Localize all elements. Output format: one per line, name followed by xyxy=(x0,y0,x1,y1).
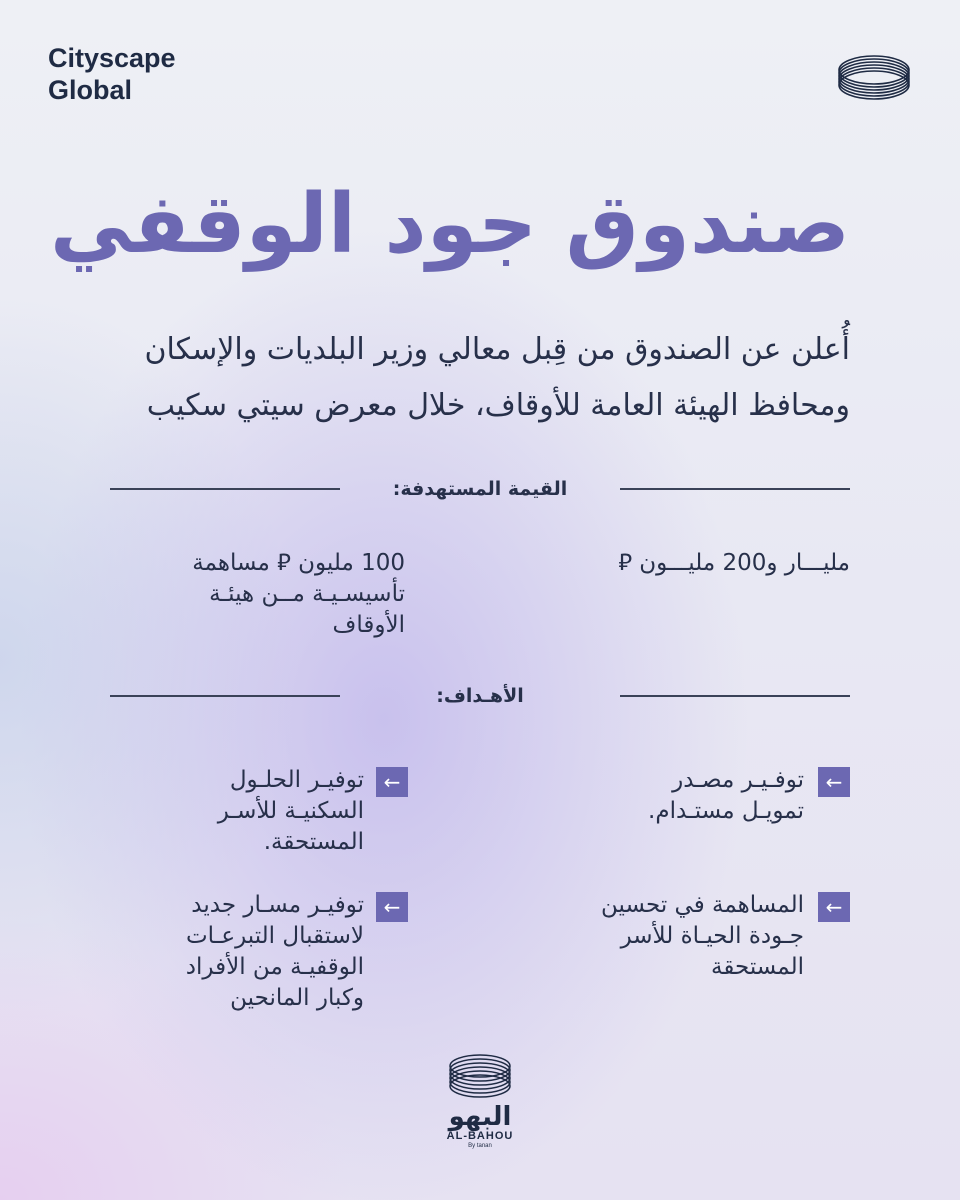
goal-item xyxy=(550,765,850,835)
target-total xyxy=(550,548,850,579)
founding-contribution xyxy=(105,548,405,641)
goal-line: توفيـر مسـار جديد xyxy=(191,892,364,918)
brand-line-2: Global xyxy=(48,75,133,105)
goal-line: لاستقبال التبرعـات xyxy=(185,923,364,949)
logo-english-text: AL-BAHOU xyxy=(446,1130,514,1142)
goal-line: الوقفيـة من الأفراد xyxy=(185,954,364,980)
brand-line-1: Cityscape xyxy=(48,43,176,73)
contribution-line-1: 100 مليون ⃁ مساهمة xyxy=(192,550,405,576)
goal-line: توفيـر الحلـول xyxy=(229,767,364,793)
goal-line: تمويـل مستـدام. xyxy=(648,798,804,824)
cityscape-global-logo xyxy=(48,42,176,106)
al-bahou-logo xyxy=(440,1052,520,1162)
goal-line: المساهمة في تحسين xyxy=(601,892,804,918)
target-value-divider xyxy=(110,475,850,505)
announcement-line-2: ومحافظ الهيئة العامة للأوقاف، خلال معرض سيتي سكيب xyxy=(146,388,850,423)
goal-line: جـودة الحيـاة للأسر xyxy=(620,923,804,949)
arrow-left-icon: ← xyxy=(818,892,850,922)
rings-logo-icon xyxy=(440,1052,520,1104)
logo-byline: By tanan xyxy=(468,1143,492,1149)
goal-item xyxy=(550,890,850,990)
arrow-left-icon: ← xyxy=(376,892,408,922)
contribution-line-2: تأسيسـيـة مــن هيئـة xyxy=(209,581,405,607)
announcement-text xyxy=(80,322,850,434)
rings-logo-icon xyxy=(836,52,912,102)
page-title: صندوق جود الوقفي xyxy=(49,177,850,272)
divider-line-right xyxy=(620,488,850,490)
goal-line: المستحقة. xyxy=(263,829,364,855)
contribution-line-3: الأوقاف xyxy=(332,612,405,638)
goal-line: وكبار المانحين xyxy=(230,985,364,1011)
target-value-heading: القيمة المستهدفة: xyxy=(392,478,568,500)
announcement-line-1: أُعلن عن الصندوق من قِبل معالي وزير البلديات والإسكان xyxy=(144,332,850,367)
target-total-text: مليـــار و200 مليـــون ⃁ xyxy=(618,550,850,576)
goal-item xyxy=(110,765,410,865)
logo-arabic-text: البهو xyxy=(448,1102,512,1132)
goal-item xyxy=(110,890,410,1020)
goals-heading: الأهـداف: xyxy=(436,685,524,707)
arrow-left-icon: ← xyxy=(818,767,850,797)
divider-line-right xyxy=(620,695,850,697)
goals-divider xyxy=(110,682,850,712)
goal-line: توفـيـر مصـدر xyxy=(672,767,804,793)
goal-line: السكنيـة للأسـر xyxy=(217,798,364,824)
arrow-left-icon: ← xyxy=(376,767,408,797)
goal-line: المستحقة xyxy=(711,954,804,980)
